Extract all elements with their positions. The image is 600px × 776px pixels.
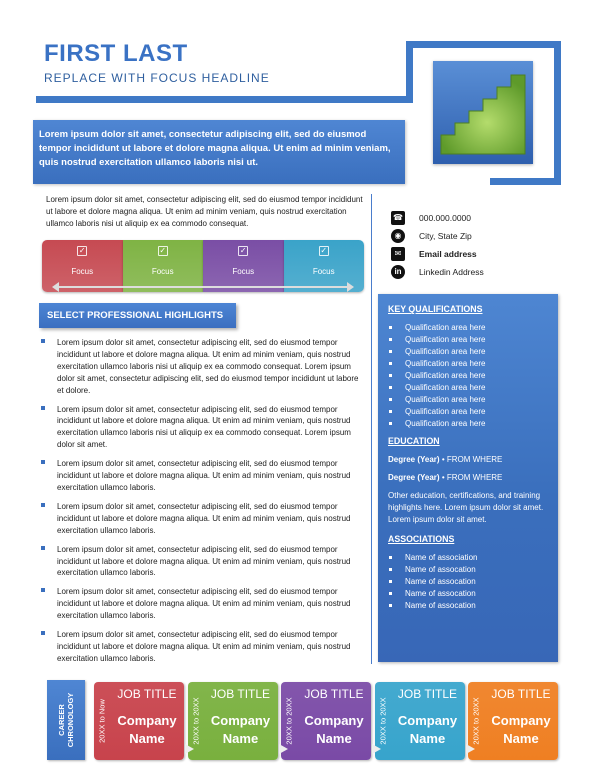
associations-heading: ASSOCIATIONS xyxy=(388,534,455,544)
linkedin-text: Linkedin Address xyxy=(419,267,484,277)
company-line1: Company xyxy=(397,713,458,728)
company-line1: Company xyxy=(210,713,271,728)
qualification-item: Qualification area here xyxy=(388,418,548,430)
job-dates: 20XX to 20XX xyxy=(471,697,481,745)
frame-rule-left xyxy=(406,41,413,103)
highlights-heading: SELECT PROFESSIONAL HIGHLIGHTS xyxy=(39,303,236,328)
checkbox-icon: ✓ xyxy=(239,246,247,255)
qualification-item: Qualification area here xyxy=(388,370,548,382)
frame-rule-top xyxy=(406,41,561,48)
contact-linkedin xyxy=(390,263,570,281)
company-name xyxy=(299,712,369,748)
qualification-item: Qualification area here xyxy=(388,382,548,394)
focus-headline: REPLACE WITH FOCUS HEADLINE xyxy=(44,71,270,85)
job-title: JOB TITLE xyxy=(397,687,458,701)
focus-label: Focus xyxy=(151,267,174,276)
stairs-graphic xyxy=(433,61,533,164)
company-line2: Name xyxy=(503,731,539,746)
qualification-item: Qualification area here xyxy=(388,322,548,334)
association-item: Name of assocation xyxy=(388,600,548,612)
linkedin-icon: in xyxy=(391,265,405,279)
summary-banner: Lorem ipsum dolor sit amet, consectetur adipiscing elit, sed do eiusmod tempor incididunt ut labore et dolore magna aliqua. Ut enim ad minim veniam, quis nostrud exercitation ullamco laboris nisi ut. xyxy=(33,120,405,184)
qualification-item: Qualification area here xyxy=(388,406,548,418)
highlight-item: Lorem ipsum dolor sit amet, consectetur adipiscing elit, sed do eiusmod tempor incididunt ut labore et dolore magna aliqua. Ut enim ad minim veniam, quis nostrud exercitation ullamco laboris. xyxy=(40,501,360,537)
association-item: Name of assocation xyxy=(388,588,548,600)
highlight-item: Lorem ipsum dolor sit amet, consectetur adipiscing elit, sed do eiusmod tempor incididunt ut labore et dolore magna aliqua. Ut enim ad minim veniam, quis nostrud exercitation ullamco laboris. xyxy=(40,458,360,494)
degree-separator: • xyxy=(439,473,447,482)
frame-rule-right xyxy=(554,41,561,185)
job-title: JOB TITLE xyxy=(304,687,364,701)
job-block xyxy=(94,682,184,760)
education-other: Other education, certifications, and training highlights here. Lorem ipsum dolor sit amet. Lorem ipsum dolor sit amet. xyxy=(388,491,544,524)
header-rule xyxy=(36,96,411,103)
company-line2: Name xyxy=(222,731,259,746)
association-item: Name of assocation xyxy=(388,564,548,576)
contact-phone xyxy=(390,209,570,227)
focus-label: Focus xyxy=(232,267,255,276)
location-text: City, State Zip xyxy=(419,231,472,241)
job-dates: 20XX to 20XX xyxy=(378,697,387,745)
stairs-icon xyxy=(433,61,533,164)
company-name xyxy=(393,712,463,748)
chronology-label-text xyxy=(57,693,75,748)
job-title: JOB TITLE xyxy=(117,687,177,701)
degree-separator: • xyxy=(439,455,447,464)
qualifications-heading: KEY QUALIFICATIONS xyxy=(388,304,483,314)
focus-areas xyxy=(42,240,364,292)
company-line1: Company xyxy=(304,713,364,728)
checkbox-icon: ✓ xyxy=(159,246,167,255)
intro-paragraph: Lorem ipsum dolor sit amet, consectetur adipiscing elit, sed do eiusmod tempor incididunt ut labore et dolore magna aliqua. Ut enim ad minim veniam, quis nostrud exercitation ullamco laboris nisi ut aliquip ex ea commodo consequat. xyxy=(46,195,363,228)
chronology-line2: CHRONOLOGY xyxy=(66,692,75,748)
chronology-line1: CAREER xyxy=(57,704,66,736)
highlight-item: Lorem ipsum dolor sit amet, consectetur adipiscing elit, sed do eiusmod tempor incididunt ut labore et dolore magna aliqua. Ut enim ad minim veniam, quis nostrud exercitation ullamco laboris. xyxy=(40,544,360,580)
chevron-right-icon xyxy=(185,744,194,754)
company-name xyxy=(112,712,182,748)
qualifications-list xyxy=(388,322,548,430)
highlights-list xyxy=(40,337,360,672)
frame-rule-bottom xyxy=(490,178,561,185)
chevron-right-icon xyxy=(279,744,288,754)
job-dates: 20XX to Now xyxy=(97,699,107,743)
focus-label: Focus xyxy=(312,267,335,276)
degree-entry xyxy=(388,472,548,484)
qualification-item: Qualification area here xyxy=(388,346,548,358)
associations-list xyxy=(388,552,548,612)
education-heading: EDUCATION xyxy=(388,436,440,446)
job-block xyxy=(188,682,278,760)
highlight-item: Lorem ipsum dolor sit amet, consectetur adipiscing elit, sed do eiusmod tempor incididunt ut labore et dolore magna aliqua. Ut enim ad minim veniam, quis nostrud exercitation ullamco laboris nisi ut aliquip ex ea commodo consequat. Lorem ipsum dolor sit amet. xyxy=(40,404,360,452)
job-title: JOB TITLE xyxy=(210,687,271,701)
company-line2: Name xyxy=(316,731,352,746)
qualification-item: Qualification area here xyxy=(388,394,548,406)
highlight-item: Lorem ipsum dolor sit amet, consectetur adipiscing elit, sed do eiusmod tempor incididunt ut labore et dolore magna aliqua. Ut enim ad minim veniam, quis nostrud exercitation ullamco laboris nisi ut aliquip ex ea commodo consequat. Lorem ipsum dolor sit amet, consectetur adipiscing elit, sed do eiusmod tempor incididunt ut labore et dolore. xyxy=(40,337,360,397)
degree-entry xyxy=(388,454,548,466)
highlight-item: Lorem ipsum dolor sit amet, consectetur adipiscing elit, sed do eiusmod tempor incididunt ut labore et dolore magna aliqua. Ut enim ad minim veniam, quis nostrud exercitation ullamco laboris. xyxy=(40,586,360,622)
checkbox-icon: ✓ xyxy=(78,246,86,255)
degree-school: FROM WHERE xyxy=(446,455,503,464)
job-dates: 20XX to 20XX xyxy=(284,697,294,745)
phone-number: 000.000.0000 xyxy=(419,213,471,223)
company-line2: Name xyxy=(409,731,446,746)
job-dates: 20XX to 20XX xyxy=(191,697,200,745)
company-line1: Company xyxy=(491,713,551,728)
side-panel xyxy=(378,294,558,662)
chevron-right-icon xyxy=(466,744,475,754)
resume-name: FIRST LAST xyxy=(44,40,188,67)
arrow-right-icon xyxy=(347,282,354,292)
column-divider xyxy=(371,194,372,664)
company-line1: Company xyxy=(117,713,177,728)
email-icon: ✉ xyxy=(391,247,405,261)
degree-name: Degree (Year) xyxy=(388,473,440,482)
focus-tile xyxy=(123,240,204,292)
arrow-left-icon xyxy=(52,282,59,292)
focus-tile xyxy=(203,240,284,292)
contact-email xyxy=(390,245,570,263)
company-name xyxy=(486,712,556,748)
chevron-right-icon xyxy=(372,744,381,754)
qualification-item: Qualification area here xyxy=(388,358,548,370)
career-chronology-label xyxy=(47,680,85,760)
checkbox-icon: ✓ xyxy=(320,246,328,255)
job-block xyxy=(281,682,371,760)
qualification-item: Qualification area here xyxy=(388,334,548,346)
job-date-band xyxy=(94,682,110,760)
association-item: Name of assocation xyxy=(388,576,548,588)
focus-arrow-line xyxy=(56,286,348,288)
focus-label: Focus xyxy=(71,267,94,276)
association-item: Name of association xyxy=(388,552,548,564)
job-title: JOB TITLE xyxy=(491,687,551,701)
highlight-item: Lorem ipsum dolor sit amet, consectetur adipiscing elit, sed do eiusmod tempor incididunt ut labore et dolore magna aliqua. Ut enim ad minim veniam, quis nostrud exercitation ullamco laboris. xyxy=(40,629,360,665)
company-name xyxy=(206,712,276,748)
contact-info xyxy=(390,209,570,281)
location-icon: ◉ xyxy=(391,229,405,243)
degree-name: Degree (Year) xyxy=(388,455,440,464)
degree-list xyxy=(388,454,548,484)
contact-location xyxy=(390,227,570,245)
phone-icon: ☎ xyxy=(391,211,405,225)
company-line2: Name xyxy=(129,731,165,746)
job-block xyxy=(375,682,465,760)
job-block xyxy=(468,682,558,760)
degree-school: FROM WHERE xyxy=(446,473,503,482)
email-text: Email address xyxy=(419,249,477,259)
